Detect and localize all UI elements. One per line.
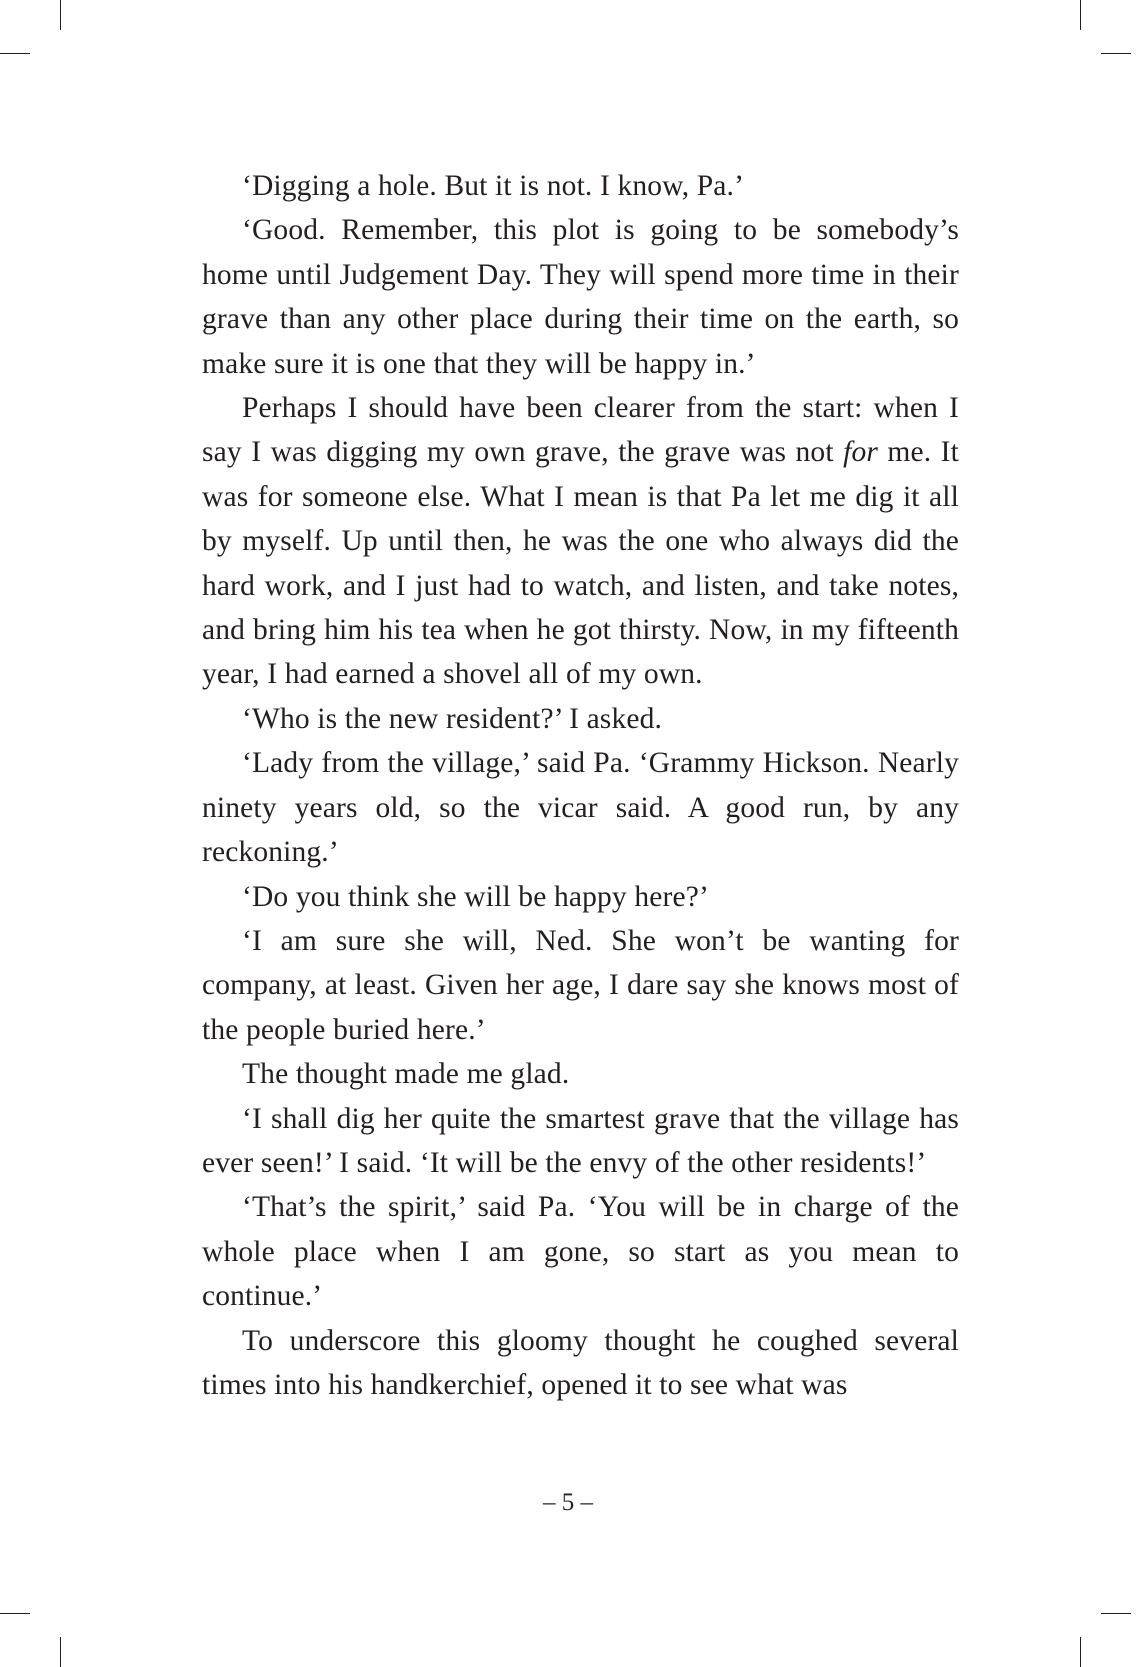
crop-mark-bottom-right-vertical <box>1080 1637 1081 1667</box>
page-number: – 5 – <box>543 1489 593 1516</box>
paragraph: ‘Lady from the village,’ said Pa. ‘Grammy Hickson. Nearly ninety years old, so the vicar said. A good run, by any reckoning.’ <box>202 747 959 869</box>
crop-mark-bottom-left-vertical <box>60 1637 61 1667</box>
paragraph: The thought made me glad. <box>242 1058 570 1091</box>
crop-mark-top-left-horizontal <box>0 53 30 54</box>
paragraph: ‘Digging a hole. But it is not. I know, Pa.’ <box>242 170 745 202</box>
crop-mark-bottom-right-horizontal <box>1101 1613 1131 1614</box>
paragraph: ‘I am sure she will, Ned. She won’t be wanting for company, at least. Given her age, I dare say she knows most of the people buried here.’ <box>202 924 959 1046</box>
paragraph: ‘Who is the new resident?’ I asked. <box>242 702 663 735</box>
paragraph: ‘Do you think she will be happy here?’ <box>242 880 709 913</box>
paragraph: ‘That’s the spirit,’ said Pa. ‘You will be in charge of the whole place when I am gone, so start as you mean to continue.’ <box>202 1191 959 1313</box>
paragraph-text: Perhaps I should have been clearer from the start: when I say I was digging my own grave, the grave was not <box>202 392 959 469</box>
crop-mark-top-right-vertical <box>1080 0 1081 30</box>
paragraph: ‘I shall dig her quite the smartest grave that the village has ever seen!’ I said. ‘It will be the envy of the other residents!’ <box>202 1102 959 1179</box>
paragraph: To underscore this gloomy thought he coughed several times into his handkerchief, opened it to see what was <box>202 1324 959 1401</box>
crop-mark-bottom-left-horizontal <box>0 1613 30 1614</box>
crop-mark-top-right-horizontal <box>1101 53 1131 54</box>
paragraph <box>202 386 959 697</box>
paragraph-text: me. It was for someone else. What I mean is that Pa let me dig it all by myself. Up until then, he was the one who always did the hard work, and I just had to watch, and listen, and take notes, and bring him his tea when he got thirsty. Now, in my fifteenth year, I had earned a shovel all of my own. <box>202 436 959 691</box>
paragraph: ‘Good. Remember, this plot is going to be somebody’s home until Judgement Day. They will spend more time in their grave than any other place during their time on the earth, so make sure it is one that they will be happy in.’ <box>202 214 959 380</box>
crop-mark-top-left-vertical <box>60 0 61 30</box>
emphasized-word: for <box>843 436 878 469</box>
page-body <box>202 164 959 1407</box>
